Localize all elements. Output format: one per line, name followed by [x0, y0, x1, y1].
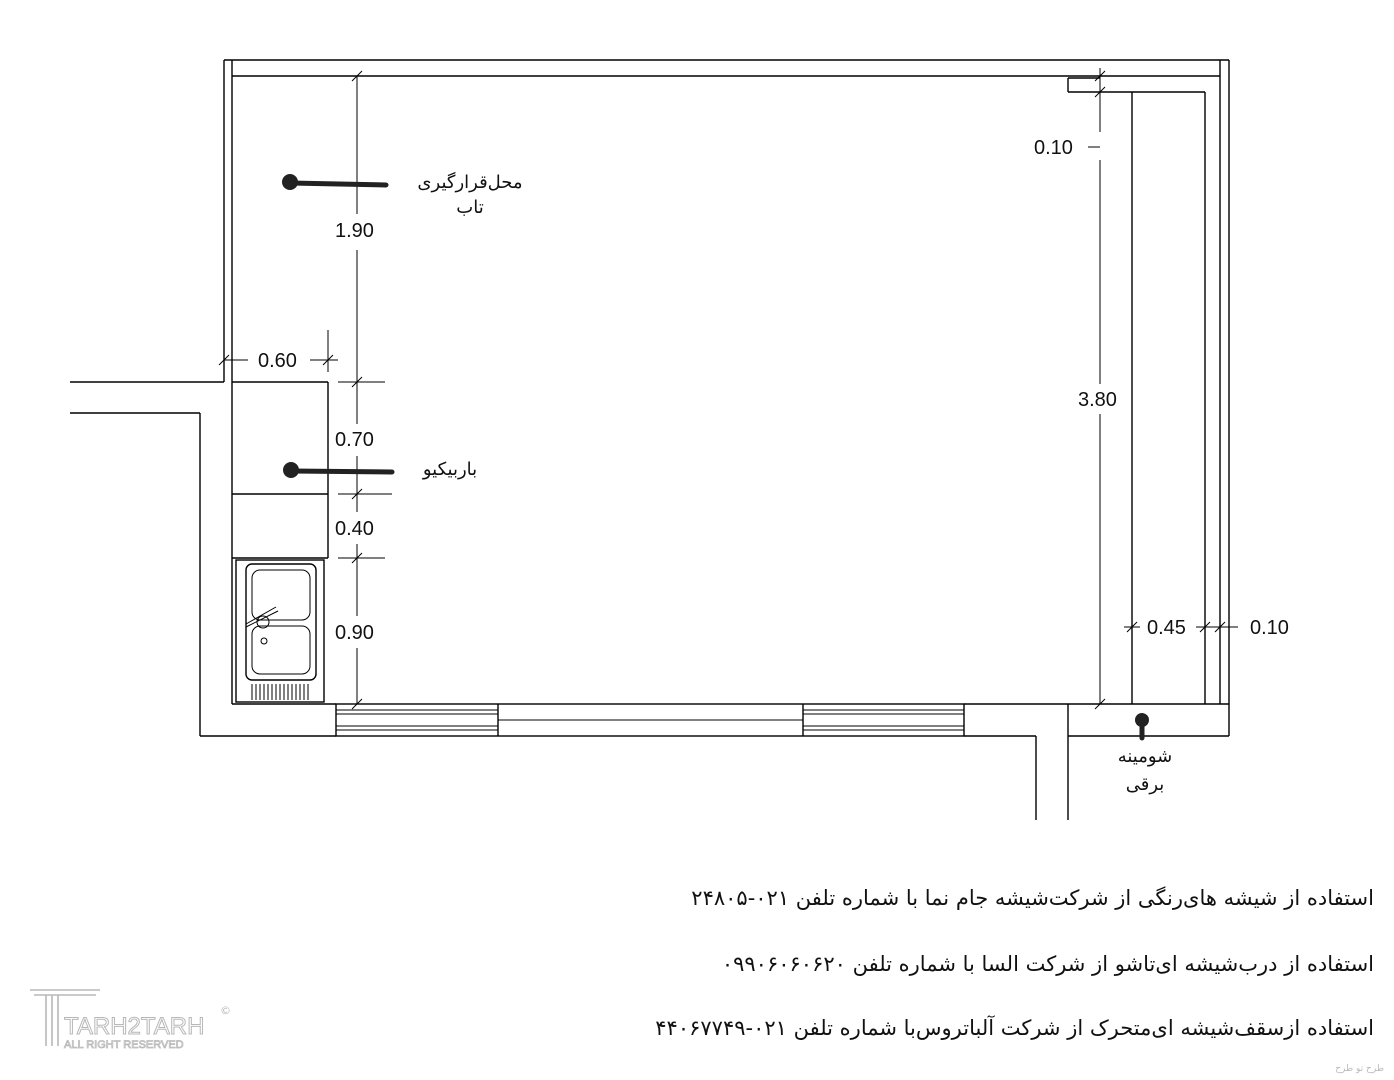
- logo-copyright: ©: [220, 1004, 231, 1017]
- tarh2tarh-logo-icon: [28, 986, 238, 1052]
- fireplace-label-line2: برقی: [1125, 774, 1165, 795]
- bottom-glazing: [336, 704, 964, 736]
- logo-tagline: ALL RIGHT RESERVED: [64, 1039, 184, 1051]
- logo-brand: TARH2TARH: [64, 1013, 205, 1040]
- corner-watermark: طرح تو طرح: [1335, 1064, 1384, 1074]
- barbecue-label: باربیکیو: [422, 459, 478, 480]
- dim-0-70: 0.70: [335, 429, 374, 451]
- dim-3-80: 3.80: [1078, 389, 1117, 411]
- double-sink-icon: [246, 564, 316, 700]
- swing-label-line1: محل‌قرارگیری: [417, 172, 523, 193]
- dim-0-45: 0.45: [1147, 617, 1186, 639]
- note-colored-glass: استفاده از شیشه های‌رنگی از شرکت‌شیشه جام نما با شماره تلفن ۰۲۱-۲۴۸۰۵: [691, 886, 1374, 910]
- dim-0-60: 0.60: [258, 350, 297, 372]
- dim-1-90: 1.90: [335, 220, 374, 242]
- dim-0-90: 0.90: [335, 622, 374, 644]
- dim-0-40: 0.40: [335, 518, 374, 540]
- dim-0-10-top: 0.10: [1034, 137, 1073, 159]
- fireplace-label-line1: شومینه: [1117, 746, 1173, 767]
- swing-label-line2: تاب: [456, 197, 484, 218]
- walls: [70, 60, 1229, 820]
- note-moving-roof: استفاده ازسقف‌شیشه ای‌متحرک از شرکت آلباتروس‌با شماره تلفن ۰۲۱-۴۴۰۶۷۷۴۹: [655, 1016, 1374, 1040]
- dim-0-10-bottom: 0.10: [1250, 617, 1289, 639]
- leader-dot-icon: [282, 174, 1149, 738]
- note-folding-door: استفاده از درب‌شیشه ای‌تاشو از شرکت السا با شماره تلفن ۰۹۹۰۶۰۶۰۶۲۰: [721, 952, 1374, 976]
